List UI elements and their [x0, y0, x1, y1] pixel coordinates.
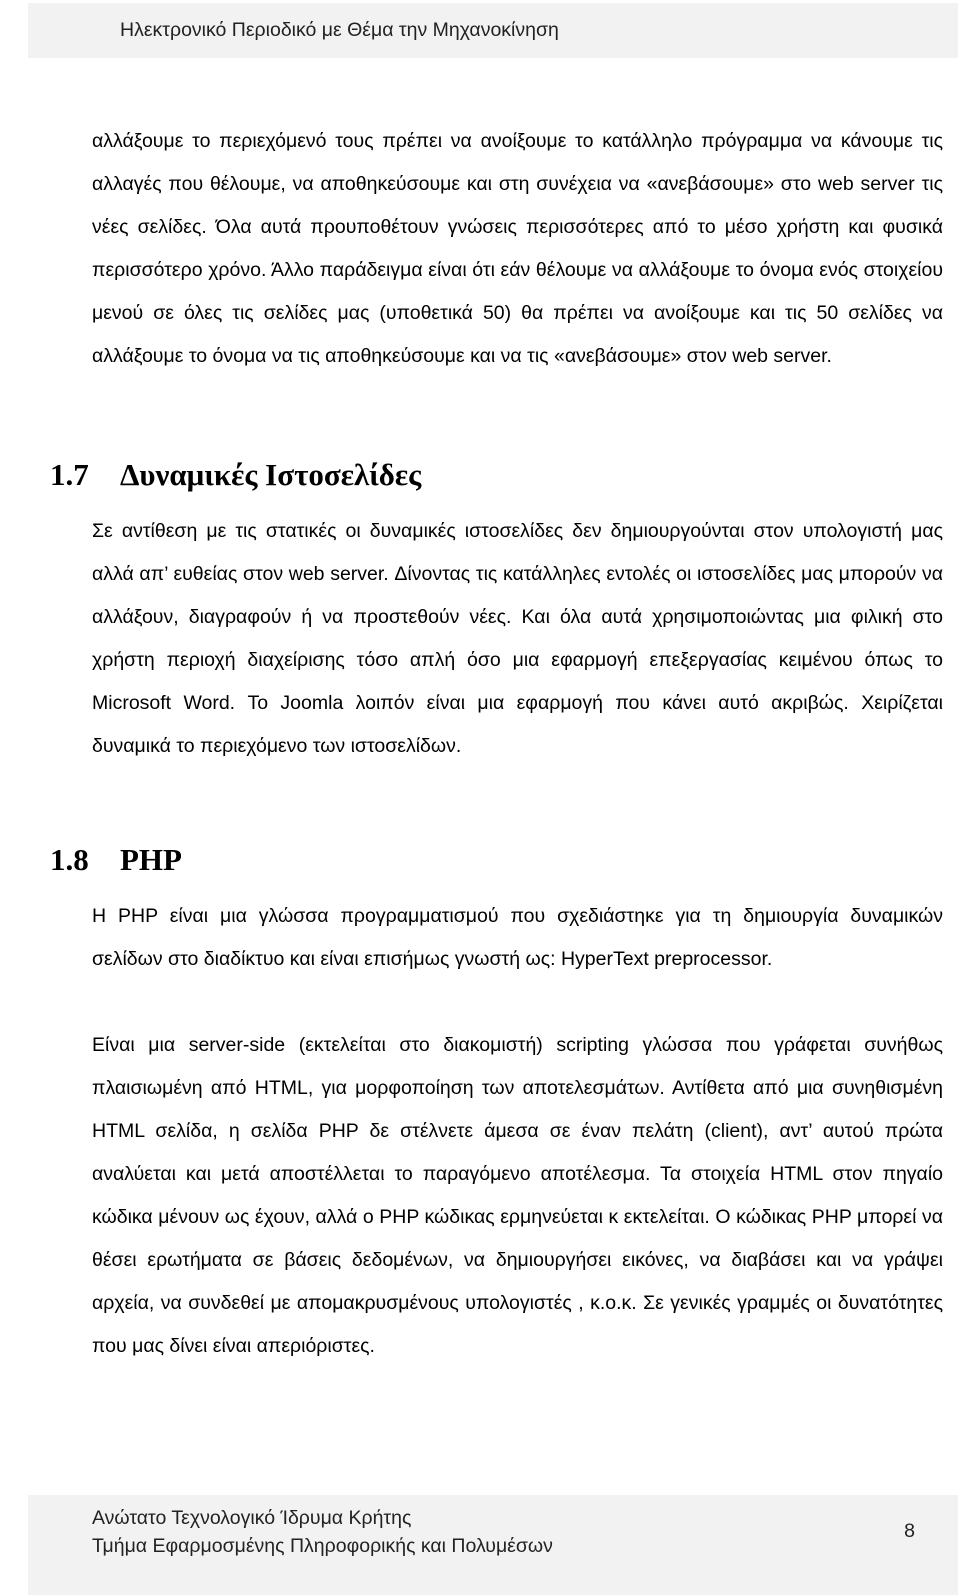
section-number: 1.8 — [50, 842, 89, 877]
header-title: Ηλεκτρονικό Περιοδικό με Θέμα την Μηχανοκίνηση — [120, 19, 559, 41]
page-number: 8 — [904, 1520, 915, 1542]
page-footer — [28, 1495, 958, 1595]
section-title: Δυναμικές Ιστοσελίδες — [120, 457, 422, 492]
php-details-paragraph: Είναι μια server-side (εκτελείται στο διακομιστή) scripting γλώσσα που γράφεται συνήθως πλαισιωμένη από HTML, για μορφοποίηση των αποτελεσμάτων. Αντίθετα από μια συνηθισμένη HTML σελίδα, η σελίδα PHP δε στέλνετε άμεσα σε έναν πελάτη (client), αντ’ αυτού πρώτα αναλύεται και μετά αποστέλλεται το παραγόμενο αποτέλεσμα. Τα στοιχεία HTML στον πηγαίο κώδικα μένουν ως έχουν, αλλά ο PHP κώδικας ερμηνεύεται κ εκτελείται. Ο κώδικας PHP μπορεί να θέσει ερωτήματα σε βάσεις δεδομένων, να δημιουργήσει εικόνες, να διαβάσει και να γράψει αρχεία, να συνδεθεί με απομακρυσμένους υπολογιστές , κ.ο.κ. Σε γενικές γραμμές οι δυνατότητες που μας δίνει είναι απεριόριστες. — [92, 1034, 943, 1357]
php-intro-paragraph: Η PHP είναι μια γλώσσα προγραμματισμού που σχεδιάστηκε για τη δημιουργία δυναμικών σελίδων στο διαδίκτυο και είναι επισήμως γνωστή ως: HyperText preprocessor. — [92, 905, 943, 970]
section-title: PHP — [120, 842, 182, 877]
dynamic-pages-paragraph: Σε αντίθεση με τις στατικές οι δυναμικές ιστοσελίδες δεν δημιουργούνται στον υπολογιστή μας αλλά απ’ ευθείας στον web server. Δίνοντας τις κατάλληλες εντολές οι ιστοσελίδες μας μπορούν να αλλάξουν, διαγραφούν ή να προστεθούν νέες. Και όλα αυτά χρησιμοποιώντας μια φιλική στο χρήστη περιοχή διαχείρισης τόσο απλή όσο μια εφαρμογή επεξεργασίας κειμένου όπως το Microsoft Word. Το Joomla λοιπόν είναι μια εφαρμογή που κάνει αυτό ακριβώς. Χειρίζεται δυναμικά το περιεχόμενο των ιστοσελίδων. — [92, 520, 943, 757]
section-number: 1.7 — [50, 457, 89, 492]
intro-paragraph: αλλάξουμε το περιεχόμενό τους πρέπει να ανοίξουμε το κατάλληλο πρόγραμμα να κάνουμε τις αλλαγές που θέλουμε, να αποθηκεύσουμε και στη συνέχεια να «ανεβάσουμε» στο web server τις νέες σελίδες. Όλα αυτά προυποθέτουν γνώσεις περισσότερες από το μέσο χρήστη και φυσικά περισσότερο χρόνο. Άλλο παράδειγμα είναι ότι εάν θέλουμε να αλλάξουμε το όνομα ενός στοιχείου μενού σε όλες τις σελίδες μας (υποθετικά 50) θα πρέπει να ανοίξουμε και τις 50 σελίδες να αλλάξουμε το όνομα να τις αποθηκεύσουμε και να τις «ανεβάσουμε» στον web server. — [92, 130, 943, 367]
footer-institution: Ανώτατο Τεχνολογικό Ίδρυμα Κρήτης — [92, 1507, 412, 1529]
page-header — [28, 3, 958, 58]
footer-department: Τμήμα Εφαρμοσμένης Πληροφορικής και Πολυμέσων — [92, 1535, 553, 1557]
section-heading-1-8 — [50, 840, 182, 880]
section-heading-1-7 — [50, 455, 421, 495]
